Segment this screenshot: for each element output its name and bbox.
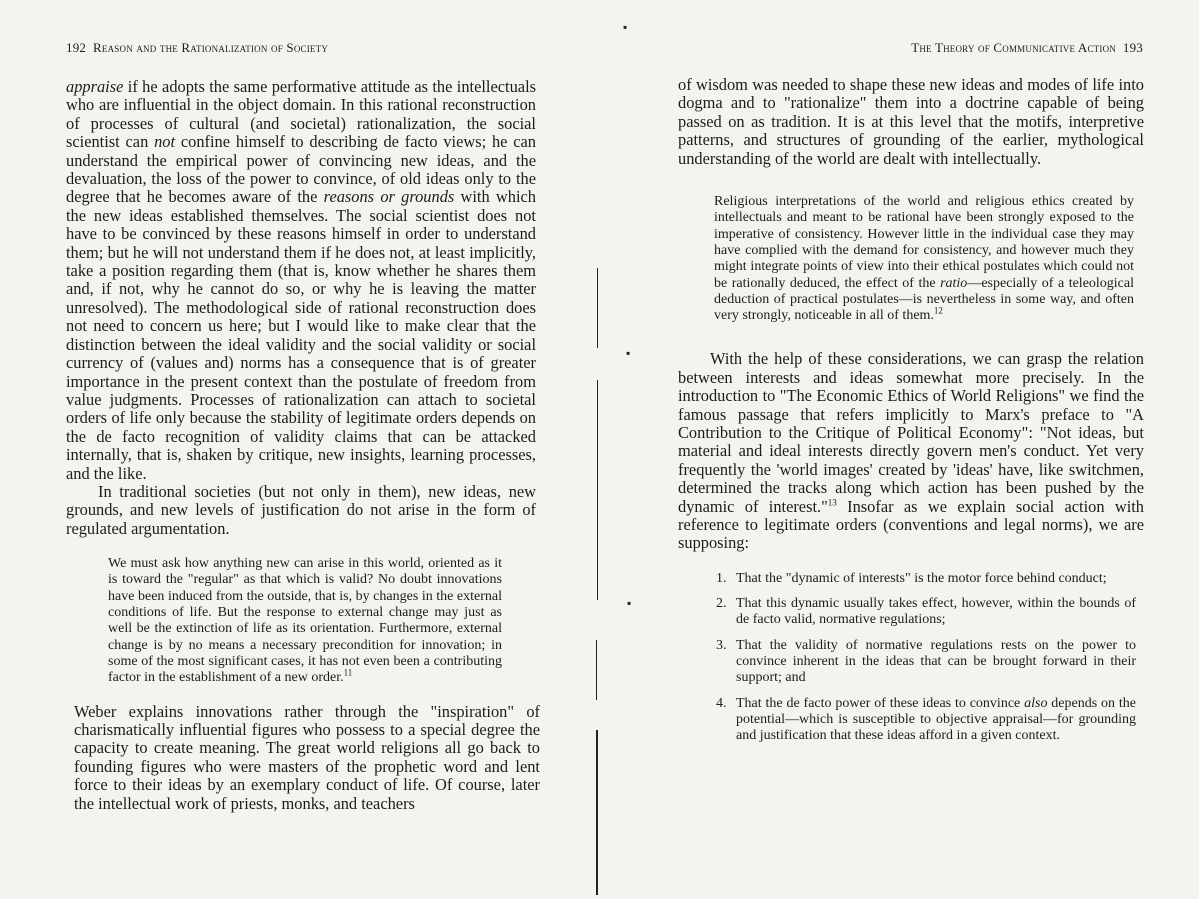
right-block-quote [714, 194, 1134, 324]
list-item [716, 696, 1136, 745]
list-item-text: That the "dynamic of interests" is the motor force behind conduct; [736, 570, 1107, 586]
left-paragraph-3: Weber explains innovations rather through the "inspiration" of charismatically influential figures who possess to a special degree the capacity to create meaning. The great world religions all go back to founding figures who were masters of the prophetic word and lent force to their ideas by an exemplary conduct of life. Of course, later the intellectual work of priests, monks, and teachers [74, 701, 540, 813]
gutter-mark-2: ▪ [626, 346, 631, 360]
right-running-title: The Theory of Communicative Action [911, 40, 1116, 55]
list-item-number: 2. [716, 596, 727, 612]
list-item [716, 638, 1136, 687]
emphasis-not: not [154, 132, 176, 152]
list-item-text: That the validity of normative regulations rests on the power to convince inherent in the ideas that can be brought forward in their support; and [736, 637, 1136, 686]
emphasis-also: also [1024, 695, 1048, 711]
left-paragraph-2: In traditional societies (but not only in them), new ideas, new grounds, and new levels of justification do not arise in the form of regulated argumentation. [66, 481, 536, 538]
left-paragraph-1-part-3: with which the new ideas established themselves. The social scientist does not have to be convinced by these reasons himself in order to understand them; but he will not understand them if he does not, at least implicitly, take a position regarding them (that is, know whether he shares them and, if not, why he cannot do so, or why he is leaving the matter unresolved). The methodological side of rational reconstruction does not need to concern us here; but I would like to make clear that the distinction between the ideal validity and the social validity or social currency of (values and) norms has a consequence that is of greater importance in the present context than the postulate of freedom from value judgments. Processes of rationalization can attach to societal orders of life only because the stability of legitimate orders depends on the de facto recognition of validity claims that can be attacked internally, that is, shaken by critique, new insights, learning processes, and the like. [66, 187, 536, 483]
gutter-mark-3: ▪ [627, 596, 632, 610]
right-paragraph-2-part-2: Insofar as we explain social action with reference to legitimate orders (conventions and legal norms), we are supposing: [678, 496, 1144, 553]
right-paragraph-2 [678, 350, 1144, 552]
list-item-number: 1. [716, 570, 727, 586]
list-item [716, 596, 1136, 629]
right-paragraph-1: of wisdom was needed to shape these new ideas and modes of life into dogma and to "rationalize" them into a doctrine capable of being passed on as tradition. It is at this level that the motifs, interpretive patterns, and structures of grounding of the earlier, mythological understanding of the world are dealt with intellectually. [678, 75, 1144, 168]
footnote-ref-11: 11 [343, 667, 353, 678]
list-item-text-end: depends on the potential—which is susceptible to objective appraisal—for grounding and justification that these ideas afford in a given context. [736, 695, 1136, 744]
right-block-quote-part-2: —especially of a teleological deduction of practical postulates—is nevertheless in some way, and often very strongly, noticeable in all of them. [714, 275, 1135, 324]
left-running-title: Reason and the Rationalization of Society [93, 40, 329, 55]
list-item [716, 571, 1136, 587]
list-item-text: That the de facto power of these ideas to convince [736, 695, 1025, 711]
supposition-list [716, 571, 1136, 745]
right-paragraph-2-part-1: With the help of these considerations, we can grasp the relation between interests and ideas somewhat more precisely. In the introduction to "The Economic Ethics of World Religions" we find the famous passage that refers implicitly to Marx's preface to "A Contribution to the Critique of Political Economy": "Not ideas, but material and ideal interests directly govern men's conduct. Yet very frequently the 'world images' created by 'ideas' have, like switchmen, determined the tracks along which action has been pushed by the dynamic of interest." [678, 349, 1144, 516]
gutter-shadow-line-2 [597, 380, 598, 600]
left-page-number: 192 [66, 40, 87, 55]
right-page-number: 193 [1122, 40, 1143, 55]
left-text-column [66, 77, 540, 813]
emphasis-ratio: ratio [940, 275, 968, 291]
right-block-quote-part-1: Religious interpretations of the world and religious ethics created by intellectuals and meant to be rational have been strongly exposed to the imperative of consistency. However little in the individual case they may have complied with the demand for consistency, and however much they might integrate points of view into their ethical postulates which could not be rationally deduced, the effect of the [714, 194, 1134, 291]
gutter-shadow-line-3 [596, 640, 597, 700]
list-item-number: 3. [716, 637, 727, 653]
right-page [600, 0, 1199, 899]
left-paragraph-1-part-1: if he adopts the same performative attitude as the intellectuals who are influential in the object domain. In this rational reconstruction of processes of cultural (and societal) rationalization, the social scientist can [66, 77, 536, 152]
list-item-text: That this dynamic usually takes effect, however, within the bounds of de facto valid, normative regulations; [736, 596, 1136, 628]
left-paragraph-1-part-2: confine himself to describing de facto views; he can understand the empirical power of convincing new ideas, and the devaluation, the loss of the power to convince, of old ideas only to the degree that he becomes aware of the [66, 132, 536, 207]
left-paragraph-1 [66, 78, 536, 483]
left-block-quote-text: We must ask how anything new can arise in this world, oriented as it is toward the "regular" as that which is valid? No doubt innovations have been induced from the outside, that is, by changes in the external conditions of life. But the response to external change may just as well be the extinction of life as its orientation. Furthermore, external change is by no means a necessary precondition for innovation; in some of the most significant cases, it has not even been a contributing factor in the establishment of a new order. [108, 556, 502, 686]
gutter-mark-1: ▪ [623, 20, 628, 34]
gutter-shadow-line-1 [597, 268, 598, 348]
right-running-head [911, 40, 1143, 56]
left-block-quote [108, 556, 502, 686]
footnote-ref-12: 12 [933, 305, 943, 316]
emphasis-reasons-or-grounds: reasons or grounds [323, 187, 455, 207]
emphasis-appraise: appraise [66, 77, 124, 96]
list-item-number: 4. [716, 695, 727, 711]
gutter-shadow-line-4 [596, 730, 598, 895]
footnote-ref-13: 13 [827, 497, 837, 508]
right-text-column [678, 76, 1144, 754]
left-running-head [66, 40, 328, 56]
